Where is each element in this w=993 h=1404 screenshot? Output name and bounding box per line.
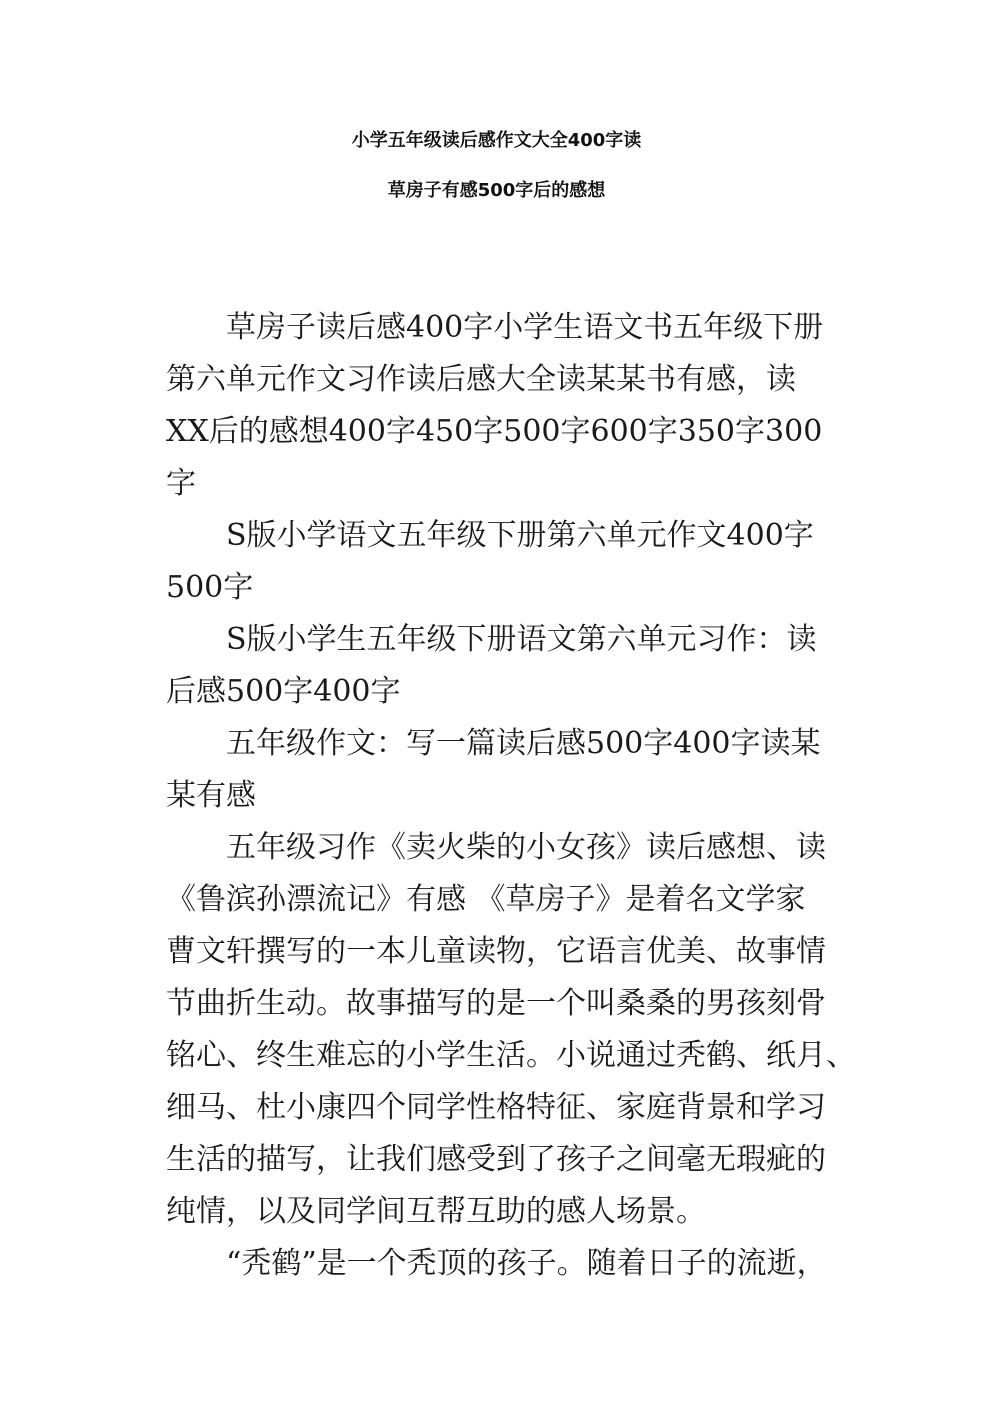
body-line-2: 第六单元作文习作读后感大全读某某书有感，读 — [166, 362, 796, 397]
body-line-15: 铭心、终生难忘的小学生活。小说通过秃鹤、纸月、 — [166, 1038, 856, 1073]
body-line-4: 字 — [166, 466, 196, 501]
body-line-1: 草房子读后感400字小学生语文书五年级下册 — [226, 310, 824, 345]
body-line-18: 纯情，以及同学间互帮互助的感人场景。 — [166, 1194, 706, 1229]
document-title-line-2: 草房子有感500字后的感想 — [387, 180, 606, 201]
body-line-10: 某有感 — [166, 778, 256, 813]
body-line-9: 五年级作文：写一篇读后感500字400字读某 — [226, 726, 821, 761]
body-line-11: 五年级习作《卖火柴的小女孩》读后感想、读 — [226, 830, 826, 865]
body-line-7: S版小学生五年级下册语文第六单元习作：读 — [226, 622, 817, 657]
body-line-13: 曹文轩撰写的一本儿童读物，它语言优美、故事情 — [166, 934, 826, 969]
body-line-8: 后感500字400字 — [166, 674, 401, 709]
body-line-16: 细马、杜小康四个同学性格特征、家庭背景和学习 — [166, 1090, 826, 1125]
body-line-6: 500字 — [166, 570, 254, 605]
document-title-line-1: 小学五年级读后感作文大全400字读 — [351, 130, 642, 151]
body-line-12: 《鲁滨孙漂流记》有感 《草房子》是着名文学家 — [166, 882, 806, 917]
body-line-17: 生活的描写，让我们感受到了孩子之间毫无瑕疵的 — [166, 1142, 826, 1177]
body-line-3: XX后的感想400字450字500字600字350字300 — [166, 414, 823, 449]
body-line-5: S版小学语文五年级下册第六单元作文400字 — [226, 518, 814, 553]
body-line-14: 节曲折生动。故事描写的是一个叫桑桑的男孩刻骨 — [166, 986, 826, 1021]
body-line-19: “秃鹤”是一个秃顶的孩子。随着日子的流逝， — [226, 1246, 827, 1281]
